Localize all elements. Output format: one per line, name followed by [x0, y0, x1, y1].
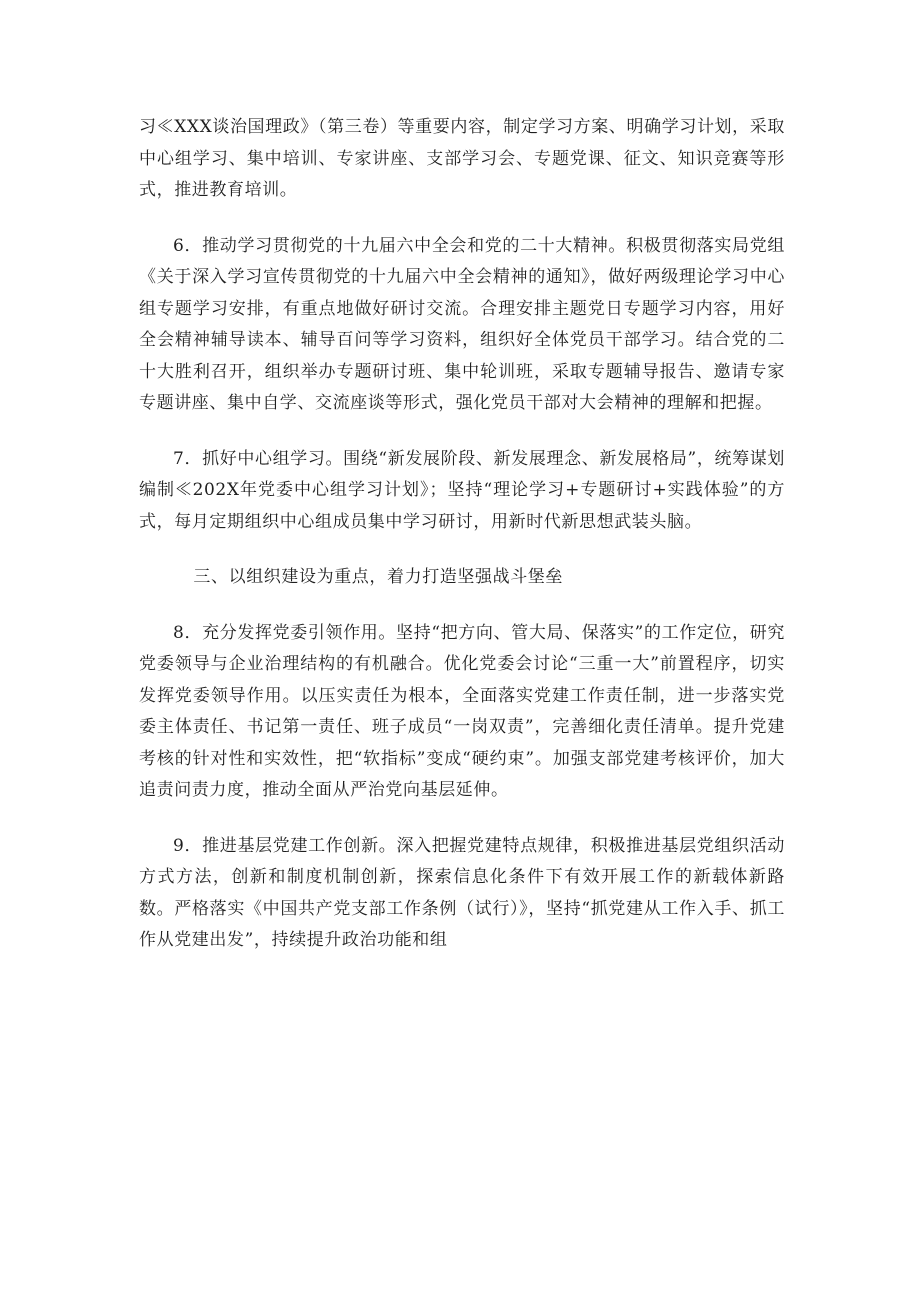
- paragraph-continuation: 习≪XXX谈治国理政》（第三卷）等重要内容，制定学习方案、明确学习计划，采取中心组学习、集中培训、专家讲座、支部学习会、专题党课、征文、知识竞赛等形式，推进教育培训。: [139, 117, 785, 200]
- section-heading-3: 三、以组织建设为重点，着力打造坚强战斗堡垒: [193, 567, 563, 587]
- paragraph-item-9: 9．推进基层党建工作创新。深入把握党建特点规律，积极推进基层党组织活动方式方法，创新和制度机制创新，探索信息化条件下有效开展工作的新载体新路数。严格落实《中国共产党支部工作条例（试行）》，坚持“抓党建从工作入手、抓工作从党建出发”，持续提升政治功能和组: [139, 835, 785, 950]
- paragraph-item-6: 6．推动学习贯彻党的十九届六中全会和党的二十大精神。积极贯彻落实局党组《关于深入学习宣传贯彻党的十九届六中全会精神的通知》，做好两级理论学习中心组专题学习安排，有重点地做好研讨交流。合理安排主题党日专题学习内容，用好全会精神辅导读本、辅导百问等学习资料，组织好全体党员干部学习。结合党的二十大胜利召开，组织举办专题研讨班、集中轮训班，采取专题辅导报告、邀请专家专题讲座、集中自学、交流座谈等形式，强化党员干部对大会精神的理解和把握。: [139, 235, 785, 413]
- paragraph-item-8: 8．充分发挥党委引领作用。坚持“把方向、管大局、保落实”的工作定位，研究党委领导与企业治理结构的有机融合。优化党委会讨论“三重一大”前置程序，切实发挥党委领导作用。以压实责任为根本，全面落实党建工作责任制，进一步落实党委主体责任、书记第一责任、班子成员“一岗双责”，完善细化责任清单。提升党建考核的针对性和实效性，把“软指标”变成“硬约束”。加强支部党建考核评价，加大追责问责力度，推动全面从严治党向基层延伸。: [139, 622, 785, 800]
- document-body: [139, 112, 785, 981]
- paragraph-item-7: 7．抓好中心组学习。围绕“新发展阶段、新发展理念、新发展格局”，统筹谋划编制≪202X年党委中心组学习计划》；坚持“理论学习+专题研讨+实践体验”的方式，每月定期组织中心组成员集中学习研讨，用新时代新思想武装头脑。: [139, 448, 785, 532]
